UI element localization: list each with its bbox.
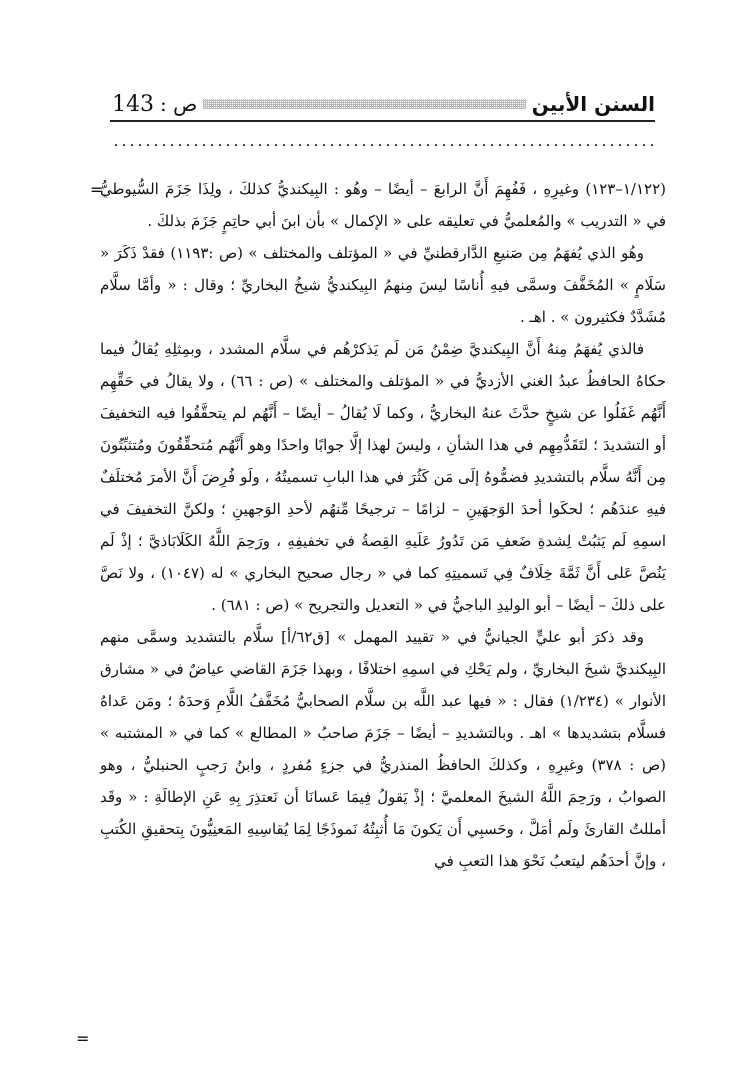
- paragraph-1: (١/١٢٢–١٢٣) وغيرِهِ ، فَفُهِمَ أَنَّ الرابعَ – أيضًا – وهُو : البِيكنديُّ كذلكَ ، ولِذَا جَزَمَ السُّيوطيُّ في « التدريب » والمُعلميُّ في تعليقه على « الإكمال » بأن ابنَ أبي حاتِمٍ جَزَمَ بذلكَ .: [100, 180, 666, 230]
- continuation-mark-top: =: [90, 180, 104, 199]
- running-header: [112, 90, 655, 118]
- continuation-mark-bottom: =: [76, 1029, 90, 1048]
- page-label: ص :: [160, 92, 198, 116]
- paragraph-4: وقد ذكرَ أبو عليٍّ الجيانيُّ في « تقييد المهمل » [ق٦٢/أ] سلَّام بالتشديد وسمَّى منهم البِيكنديَّ شيخَ البخاريِّ ، ولم يَحْكِ في اسمِهِ اختلافًا ، وبهذا جَزَمَ القاضي عياضٌ في « مشارق الأنوار » (١/٢٣٤) فقال : « فيها عبد اللَّه بن سلَّام الصحابيُّ مُخَفَّفُ اللَّامِ وَحدَهُ ؛ ومَن عَداهُ فسلَّام بتشديدها » اهـ . وبالتشديدِ – أيضًا – جَزَمَ صاحبُ « المطالع » كما في « المشتبه » (ص : ٣٧٨) وغيرِهِ ، وكذلكَ الحافظُ المنذريُّ في جزءٍ مُفردٍ ، وابنُ رَجبٍ الحنبليُّ ، وهو الصوابُ ، ورَحِمَ اللَّهُ الشيخَ المعلميَّ ؛ إذْ يَقولُ فِيمَا عَسانَا أن نَعتذِرَ بِهِ عَنِ الإطالَةِ : « وقَد أمللتُ القارئَ ولَم أمَلَّ ، وحَسبِي أَن يَكونَ مَا أُثبِتُهُ نَموذَجًا لِمَا يُقاسِيهِ المَعنِيُّونَ بِتحقيقِ الكُتبِ ، وإنَّ أحدَهُم ليتعبُ نَحْوَ هذا التعبِ في: [100, 628, 666, 870]
- paragraph-3: فالذي يُفهَمُ مِنهُ أَنَّ البِيكنديَّ ضِمْنُ مَن لَم يَذكرْهُم في سلَّام المشدد ، وبمِثلِهِ يُقالُ فيما حكاهُ الحافظُ عبدُ الغني الأزديُّ في « المؤتلف والمختلف » (ص : ٦٦) ، ولا يقالُ في حَقِّهِم أَنَّهُم غَفَلُوا عن شيخٍ حدَّثَ عنهُ البخاريُّ ، وكما لَا يُقالُ – أيضًا – أَنَّهُم لم يتحقَّقُوا فيه التخفيفَ أو التشديدَ ؛ لتَقَدُّمِهِم في هذا الشأنِ ، وليسَ لهذا إلَّا جوابًا واحدًا وهو أَنَّهُم مُتحقِّقُونَ ومُتثبِّتُونَ مِن أَنَّهُ سلَّام بالتشديدِ فضمُّوهُ إلَى مَن كَثُرَ في هذا البابِ تسميتُهُ ، ولَو فُرِضَ أَنَّ الأمرَ مُختلَفٌ فيهِ عندَهُم ؛ لحكَوا أحدَ الوَجهَينِ – لزامًا – ترجيحًا مِّنهُم لأحدِ الوَجهينِ ؛ ولكنَّ التخفيفَ في اسمِهِ لَم يَثبُتْ لِشدةِ ضَعفِ مَن تَدُورُ عَلَيهِ القِصةُ في تخفيفِهِ ، ورَحِمَ اللَّهُ الكَلَابَاذيَّ ؛ إذْ لَم يَنُصَّ عَلى أَنَّ ثَمَّةَ خِلَافٌ فِي تَسميتِهِ كما في « رجال صحيح البخاري » له (١٠٤٧) ، ولا نَصَّ على ذلكَ – أيضًا – أبو الوليدِ الباجيُّ في « التعديل والتجريح » (ص : ٦٨١) .: [100, 340, 666, 614]
- dotted-separator: [112, 142, 655, 148]
- page-number: 143: [112, 91, 154, 117]
- header-ornament: [203, 99, 525, 109]
- header-rule: [110, 120, 655, 122]
- book-title: السنن الأبين: [531, 92, 655, 116]
- footnote-text: [100, 173, 666, 877]
- paragraph-2: وهُو الذي يُفهَمُ مِن صَنيعِ الدَّارقطنيِّ في « المؤتلف والمختلف » (ص :١١٩٣) فقدْ ذَكَرَ « سَلَامٍ » المُخَفَّفَ وسمَّى فيهِ أُناسًا ليسَ مِنهمُ البِيكنديُّ شيخُ البخاريِّ ؛ وقال : « وأمَّا سلَّام مُشَدَّدٌ فكثيرون » . اهـ .: [100, 244, 666, 326]
